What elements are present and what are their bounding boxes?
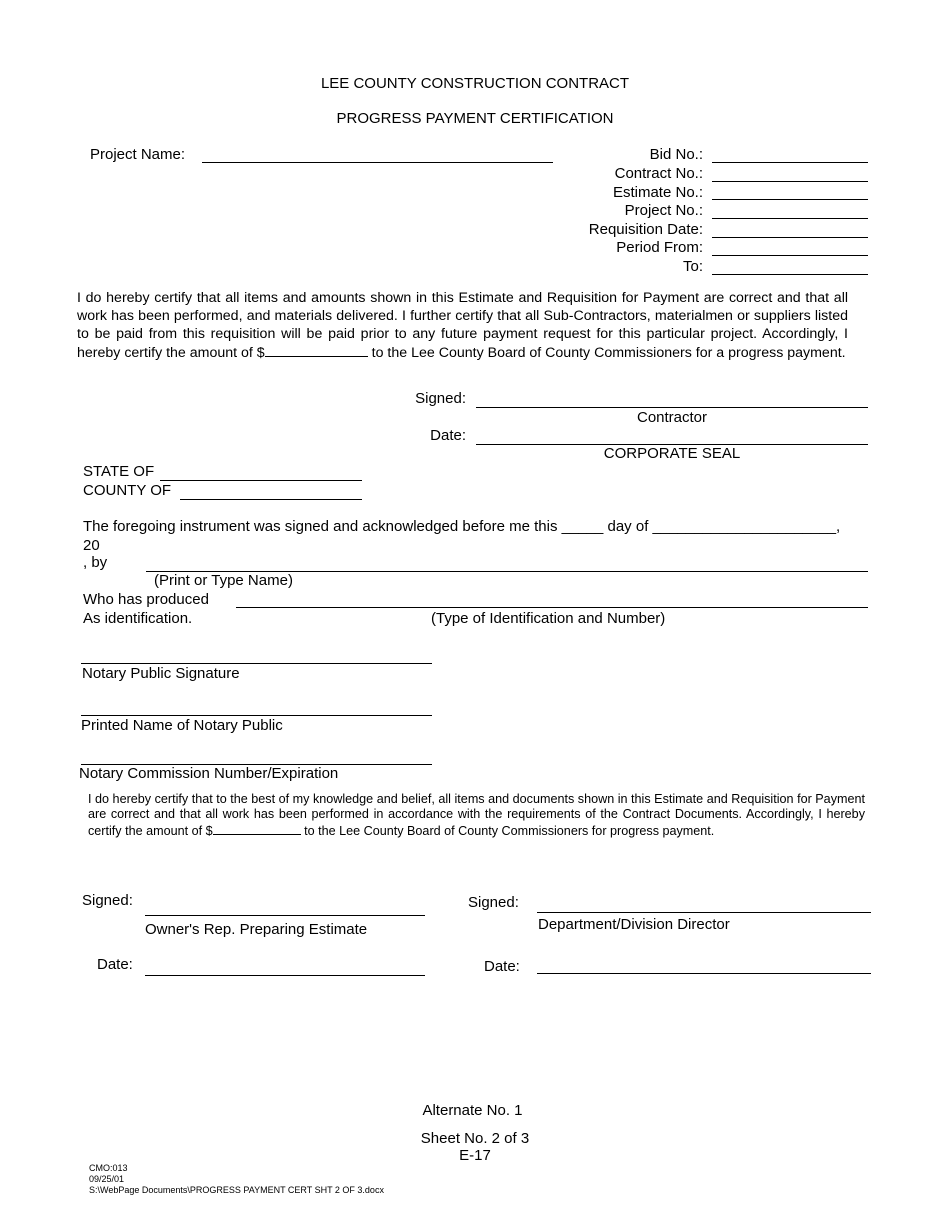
form-date: 09/25/01: [89, 1174, 125, 1184]
document-subtitle: PROGRESS PAYMENT CERTIFICATION: [336, 110, 614, 127]
contract-no-field[interactable]: [712, 181, 868, 182]
notary-printed-name-field[interactable]: [81, 715, 432, 716]
project-no-label: Project No.:: [624, 202, 703, 219]
identification-field[interactable]: [236, 607, 868, 608]
certification-text-part2: to the Lee County Board of County Commissioners for a progress payment.: [371, 345, 846, 361]
corporate-seal-label: CORPORATE SEAL: [603, 445, 741, 462]
contractor-label: Contractor: [636, 409, 708, 426]
project-name-field[interactable]: [202, 162, 553, 163]
notary-signature-field[interactable]: [81, 663, 432, 664]
file-path: S:\WebPage Documents\PROGRESS PAYMENT CERT SHT 2 OF 3.docx: [89, 1185, 384, 1195]
director-date-field[interactable]: [537, 973, 871, 974]
identification-label: As identification.: [83, 610, 193, 627]
estimate-no-field[interactable]: [712, 199, 868, 200]
notary-commission-label: Notary Commission Number/Expiration: [79, 765, 339, 782]
instrument-text: The foregoing instrument was signed and acknowledged before me this _____ day of ______________________,: [83, 518, 841, 535]
alternate-label: Alternate No. 1: [422, 1102, 523, 1119]
director-signature-field[interactable]: [537, 912, 871, 913]
director-signed-label: Signed:: [468, 894, 519, 911]
contractor-signature-field[interactable]: [476, 407, 868, 408]
owner-rep-signature-field[interactable]: [145, 915, 425, 916]
bid-no-label: Bid No.:: [649, 146, 703, 163]
owner-rep-date-field[interactable]: [145, 975, 425, 976]
certification-text-part1: I do hereby certify that all items and amounts shown in this Estimate and Requisition for Payment are correct and that all work has been performed, and materials delivered. I further certify that all Sub-Contractors, materialmen or suppliers listed to be paid from this requisition will be paid prior to any future payment request for this particular project. Accordingly, I hereby certify the amount of $: [77, 290, 848, 361]
year-label: 20: [83, 537, 100, 554]
certification-amount-field[interactable]: [265, 343, 368, 357]
owner-rep-date-label: Date:: [97, 956, 133, 973]
owner-certification-text-part1: I do hereby certify that to the best of my knowledge and belief, all items and documents shown in this Estimate and Requisition for Payment are correct and that all work has been performed in accordance with the requirements of the Contract Documents. Accordingly, I hereby certify the amount of $: [88, 792, 865, 838]
project-name-label: Project Name:: [90, 146, 186, 163]
project-no-field[interactable]: [712, 218, 868, 219]
bid-no-field[interactable]: [712, 162, 868, 163]
owner-rep-title: Owner's Rep. Preparing Estimate: [145, 921, 368, 938]
director-title: Department/Division Director: [538, 916, 730, 933]
owner-certification-text-part2: to the Lee County Board of County Commissioners for progress payment.: [304, 824, 715, 838]
contract-no-label: Contract No.:: [614, 165, 703, 182]
period-to-label: To:: [682, 258, 703, 275]
page-code: E-17: [459, 1147, 491, 1164]
owner-certification-paragraph: [88, 792, 865, 839]
sheet-label: Sheet No. 2 of 3: [420, 1130, 530, 1147]
form-code: CMO:013: [89, 1163, 128, 1173]
period-to-field[interactable]: [712, 274, 868, 275]
director-date-label: Date:: [484, 958, 520, 975]
requisition-date-label: Requisition Date:: [588, 221, 703, 238]
estimate-no-label: Estimate No.:: [612, 184, 703, 201]
county-of-field[interactable]: [180, 499, 362, 500]
owner-certification-amount-field[interactable]: [213, 822, 301, 835]
id-type-label: (Type of Identification and Number): [431, 610, 666, 627]
period-from-field[interactable]: [712, 255, 868, 256]
print-name-label: (Print or Type Name): [154, 572, 293, 589]
contractor-signed-label: Signed:: [415, 390, 466, 407]
document-title: LEE COUNTY CONSTRUCTION CONTRACT: [320, 75, 630, 92]
state-of-label: STATE OF: [83, 463, 155, 480]
notary-signature-label: Notary Public Signature: [82, 665, 240, 682]
owner-rep-signed-label: Signed:: [82, 892, 133, 909]
contractor-date-label: Date:: [430, 427, 466, 444]
certification-paragraph: [77, 289, 848, 362]
produced-label: Who has produced: [83, 591, 209, 608]
state-of-field[interactable]: [160, 480, 362, 481]
by-label: , by: [83, 554, 108, 571]
requisition-date-field[interactable]: [712, 237, 868, 238]
notary-printed-name-label: Printed Name of Notary Public: [81, 717, 283, 734]
period-from-label: Period From:: [616, 239, 703, 256]
county-of-label: COUNTY OF: [83, 482, 172, 499]
